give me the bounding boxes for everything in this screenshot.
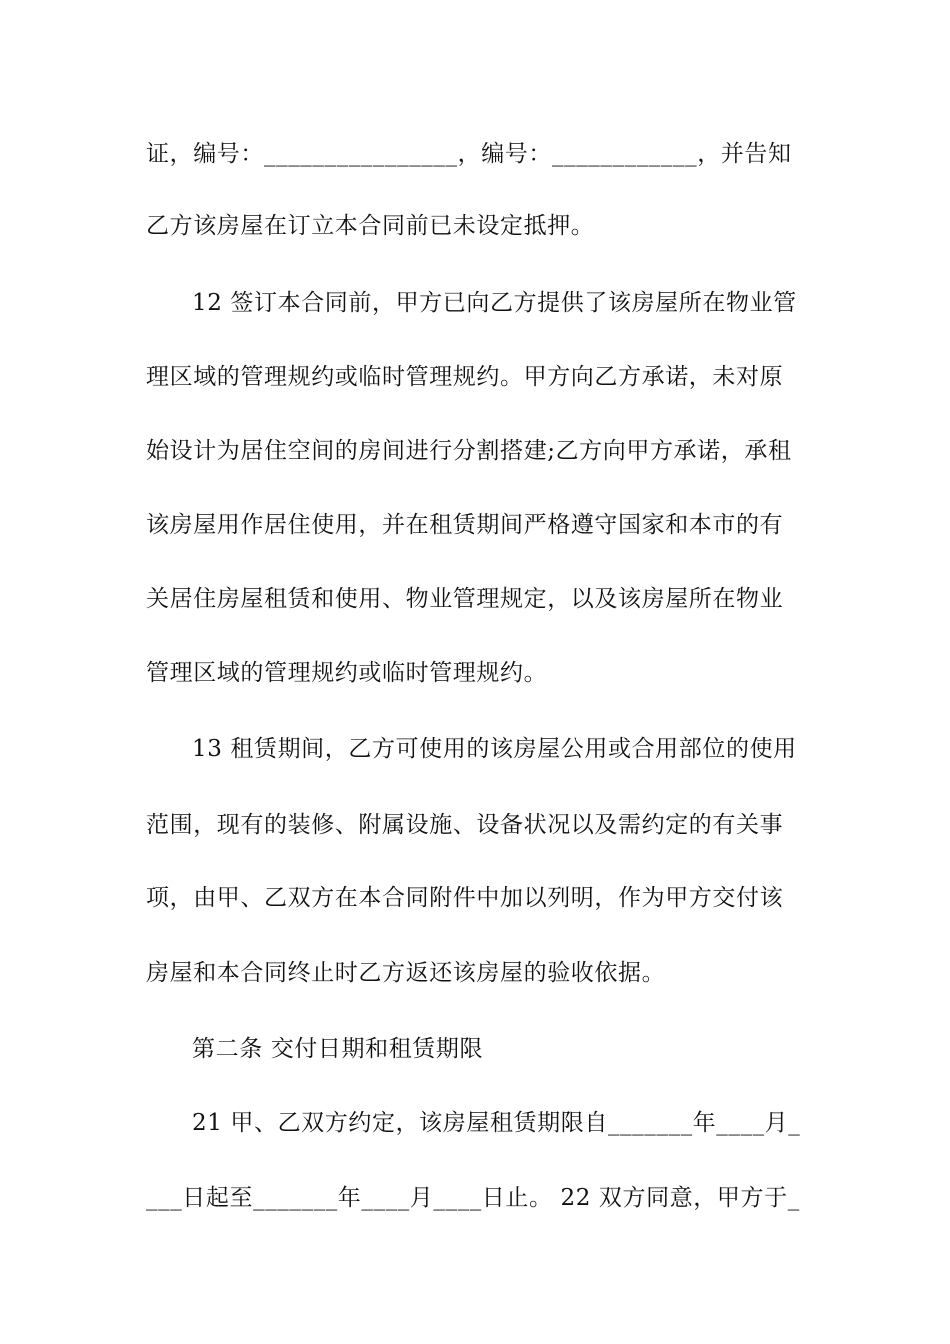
text-line: 理区域的管理规约或临时管理规约。甲方向乙方承诺，未对原 <box>146 364 784 390</box>
section-heading: 第二条 交付日期和租赁期限 <box>192 1036 484 1062</box>
text-line: 项，由甲、乙双方在本合同附件中加以列明，作为甲方交付该 <box>146 885 784 911</box>
text-line: 房屋和本合同终止时乙方返还该房屋的验收依据。 <box>146 960 666 986</box>
text-line: ___日起至_______年____月____日止。 22 双方同意，甲方于_ <box>146 1185 800 1211</box>
text-line: 该房屋用作居住使用，并在租赁期间严格遵守国家和本市的有 <box>146 512 784 538</box>
text-line: 乙方该房屋在订立本合同前已未设定抵押。 <box>146 213 595 239</box>
clause-12: 12 签订本合同前，甲方已向乙方提供了该房屋所在物业管 <box>192 290 797 316</box>
text-line: 始设计为居住空间的房间进行分割搭建;乙方向甲方承诺，承租 <box>146 438 792 464</box>
clause-13: 13 租赁期间，乙方可使用的该房屋公用或合用部位的使用 <box>192 736 797 762</box>
clause-21: 21 甲、乙双方约定，该房屋租赁期限自_______年____月_ <box>192 1110 801 1136</box>
text-line: 关居住房屋租赁和使用、物业管理规定，以及该房屋所在物业 <box>146 586 784 612</box>
text-line: 范围，现有的装修、附属设施、设备状况以及需约定的有关事 <box>146 812 784 838</box>
text-line: 证，编号：________________，编号：____________，并告知 <box>146 141 792 167</box>
text-line: 管理区域的管理规约或临时管理规约。 <box>146 660 548 686</box>
